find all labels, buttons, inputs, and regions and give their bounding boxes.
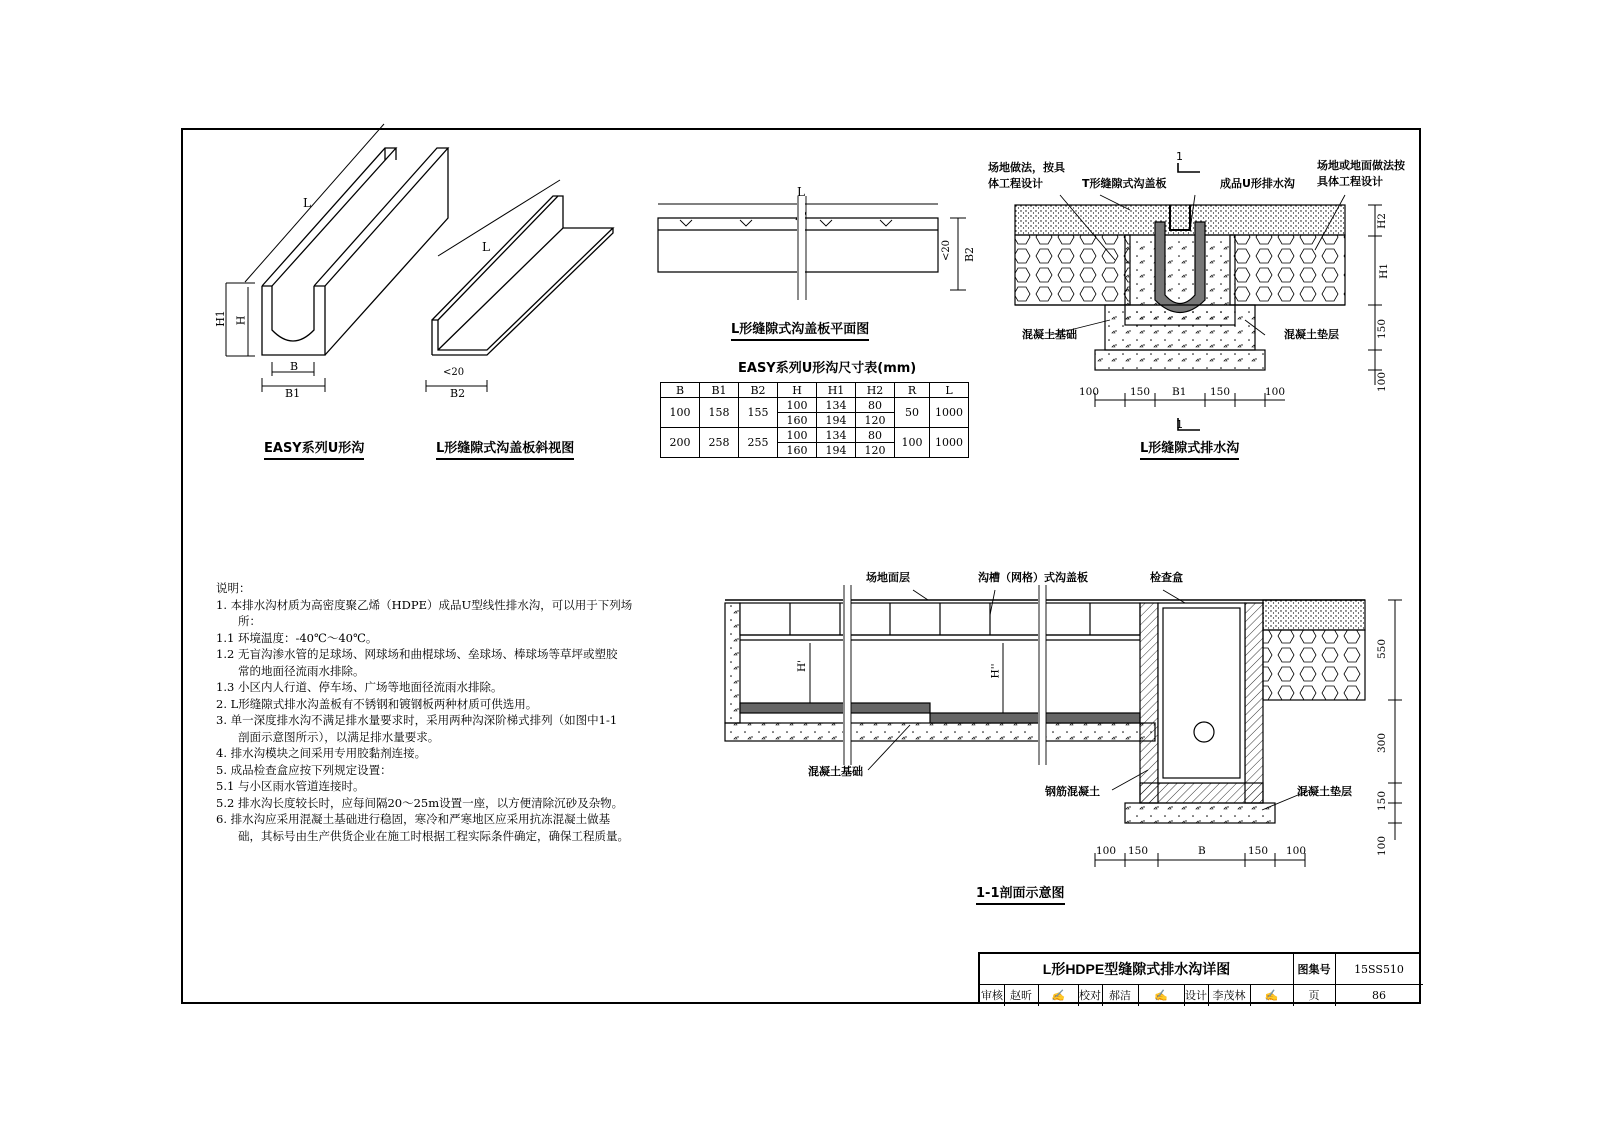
drain-dim-b-1: 150 [1130,386,1151,398]
size-table-title: EASY系列U形沟尺寸表(mm) [738,361,917,376]
sec11-dim-b-3: 150 [1248,845,1269,857]
checker-signature: ✍ [1138,984,1185,1006]
cover-plan-drawing [658,195,966,300]
note-line: 1.2 无盲沟渗水管的足球场、网球场和曲棍球场、垒球场、棒球场等草坪或塑胶 [216,647,618,661]
note-line: 6. 排水沟应采用混凝土基础进行稳固，寒冷和严寒地区应采用抗冻混凝土做基 [216,812,611,826]
section-1-1-title: 1-1剖面示意图 [976,882,1065,905]
drain-label-foundation: 混凝土基础 [1022,328,1077,341]
th-b1: B1 [700,383,739,398]
reviewer-signature: ✍ [1038,984,1079,1006]
sec11-label-surface: 场地面层 [866,571,910,584]
table-cell: 80 [856,428,895,443]
table-cell: 120 [856,413,895,428]
table-cell: 160 [778,413,817,428]
section-1-1-drawing [725,585,1402,867]
page-label: 页 [1293,984,1336,1006]
sec11-dim-r-1: 300 [1376,732,1389,754]
section-drain-drawing [1015,163,1382,430]
cover-plan-dim-l: L [797,185,805,199]
u-channel-dim-b1: B1 [285,387,301,400]
note-line: 1.1 环境温度：-40℃～40℃。 [216,630,378,645]
sec11-h2: H'' [989,663,1002,679]
u-channel-dim-h: H [234,315,248,326]
table-cell: 120 [856,443,895,458]
drain-cut-mark-top: 1 [1176,150,1183,163]
table-cell: 134 [817,428,856,443]
cover-iso-dim-20: <20 [443,367,465,378]
table-cell: 258 [700,428,739,458]
table-cell: 255 [739,428,778,458]
table-cell: 134 [817,398,856,413]
u-channel-dim-l: L [303,196,311,210]
reviewer-name: 赵昕 [1004,984,1039,1006]
drain-dim-b-4: 100 [1265,386,1286,398]
drain-dim-r-2: 150 [1376,318,1389,340]
sec11-h1: H' [796,659,809,673]
th-h: H [778,383,817,398]
cover-plan-dim-20: <20 [941,239,953,262]
designer-name: 李茂林 [1208,984,1251,1006]
drain-dim-b-3: 150 [1210,386,1231,398]
table-cell: 194 [817,413,856,428]
note-line: 所： [238,614,261,628]
drain-label-site: 场地做法，按具体工程设计 [988,161,1065,190]
sec11-dim-b-2: B [1198,845,1206,857]
table-cell: 155 [739,398,778,428]
sec11-dim-b-1: 150 [1128,845,1149,857]
note-line: 常的地面径流雨水排除。 [238,663,365,678]
u-channel-dim-h1: H1 [213,310,227,327]
note-line: 3. 单一深度排水沟不满足排水量要求时，采用两种沟深阶梯式排列（如图中1-1 [216,713,618,727]
notes [216,580,632,844]
drain-dim-r-0: H2 [1375,213,1388,229]
th-h2: H2 [856,383,895,398]
cover-iso-dim-l: L [482,240,490,254]
th-l: L [930,383,969,398]
designer-signature: ✍ [1250,984,1294,1006]
note-line: 5.2 排水沟长度较长时，应每间隔20～25m设置一座，以方便清除沉砂及杂物。 [216,795,624,810]
review-label: 审核 [980,984,1005,1006]
table-cell: 1000 [930,398,969,428]
sec11-dim-r-0: 550 [1376,638,1389,660]
sec11-dim-b-0: 100 [1096,845,1117,857]
note-line: 2. L形缝隙式排水沟盖板有不锈钢和镀钢板两种材质可供选用。 [216,696,538,711]
th-b2: B2 [739,383,778,398]
table-cell: 200 [661,428,700,458]
drain-cut-mark-bottom: 1 [1176,418,1183,431]
note-line: 1.3 小区内人行道、停车场、广场等地面径流雨水排除。 [216,680,503,694]
section-drain-title: L形缝隙式排水沟 [1140,437,1239,460]
size-table [660,382,969,458]
sec11-label-rc: 钢筋混凝土 [1045,785,1100,798]
cover-plan-title: L形缝隙式沟盖板平面图 [731,318,869,341]
note-line: 5. 成品检查盒应按下列规定设置： [216,762,392,777]
table-cell: 160 [778,443,817,458]
note-line: 4. 排水沟模块之间采用专用胶黏剂连接。 [216,746,427,760]
atlas-label: 图集号 [1293,954,1336,985]
table-cell: 100 [778,398,817,413]
drain-label-channel: 成品U形排水沟 [1220,177,1295,190]
th-b: B [661,383,700,398]
drain-dim-b-0: 100 [1079,386,1100,398]
cover-plan-dim-b2: B2 [963,246,977,263]
u-channel-dim-b: B [290,360,299,373]
table-cell: 1000 [930,428,969,458]
sec11-dim-r-2: 150 [1376,790,1389,812]
page-number: 86 [1372,988,1386,1002]
table-cell: 80 [856,398,895,413]
note-line: 础，其标号由生产供货企业在施工时根据工程实际条件确定，确保工程质量。 [238,828,629,843]
design-label: 设计 [1184,984,1209,1006]
cover-iso-title: L形缝隙式沟盖板斜视图 [436,437,574,460]
table-cell: 50 [895,398,930,428]
drain-dim-r-3: 100 [1376,371,1389,393]
checker-name: 郝洁 [1102,984,1139,1006]
drain-label-ground: 场地或地面做法按具体工程设计 [1317,159,1405,188]
drain-dim-r-1: H1 [1377,263,1390,279]
sec11-label-box: 检查盒 [1150,571,1183,584]
sec11-dim-r-3: 100 [1376,835,1389,857]
drain-label-cushion: 混凝土垫层 [1284,328,1339,341]
th-r: R [895,383,930,398]
table-cell: 100 [661,398,700,428]
table-cell: 100 [895,428,930,458]
title-block [978,952,1421,1004]
table-cell: 194 [817,443,856,458]
title-block-title: L形HDPE型缝隙式排水沟详图 [980,954,1294,985]
sec11-label-grate: 沟槽（网格）式沟盖板 [978,571,1088,584]
sec11-dim-b-4: 100 [1286,845,1307,857]
note-line: 5.1 与小区雨水管道连接时。 [216,779,365,793]
cover-iso-drawing [426,180,613,392]
drain-label-cover: T形缝隙式沟盖板 [1082,177,1167,190]
note-line: 剖面示意图所示），以满足排水量要求。 [238,729,440,744]
u-channel-title: EASY系列U形沟 [264,437,364,460]
table-cell: 158 [700,398,739,428]
notes-heading: 说明： [216,581,251,595]
th-h1: H1 [817,383,856,398]
sec11-label-cushion: 混凝土垫层 [1297,785,1352,798]
table-cell: 100 [778,428,817,443]
cover-iso-dim-b2: B2 [450,387,466,400]
sec11-label-foundation: 混凝土基础 [808,765,863,778]
u-channel-drawing [226,124,448,392]
atlas-number: 15SS510 [1335,954,1423,985]
note-line: 1. 本排水沟材质为高密度聚乙烯（HDPE）成品U型线性排水沟，可以用于下列场 [216,597,633,612]
check-label: 校对 [1078,984,1103,1006]
drain-dim-b-2: B1 [1172,386,1187,398]
